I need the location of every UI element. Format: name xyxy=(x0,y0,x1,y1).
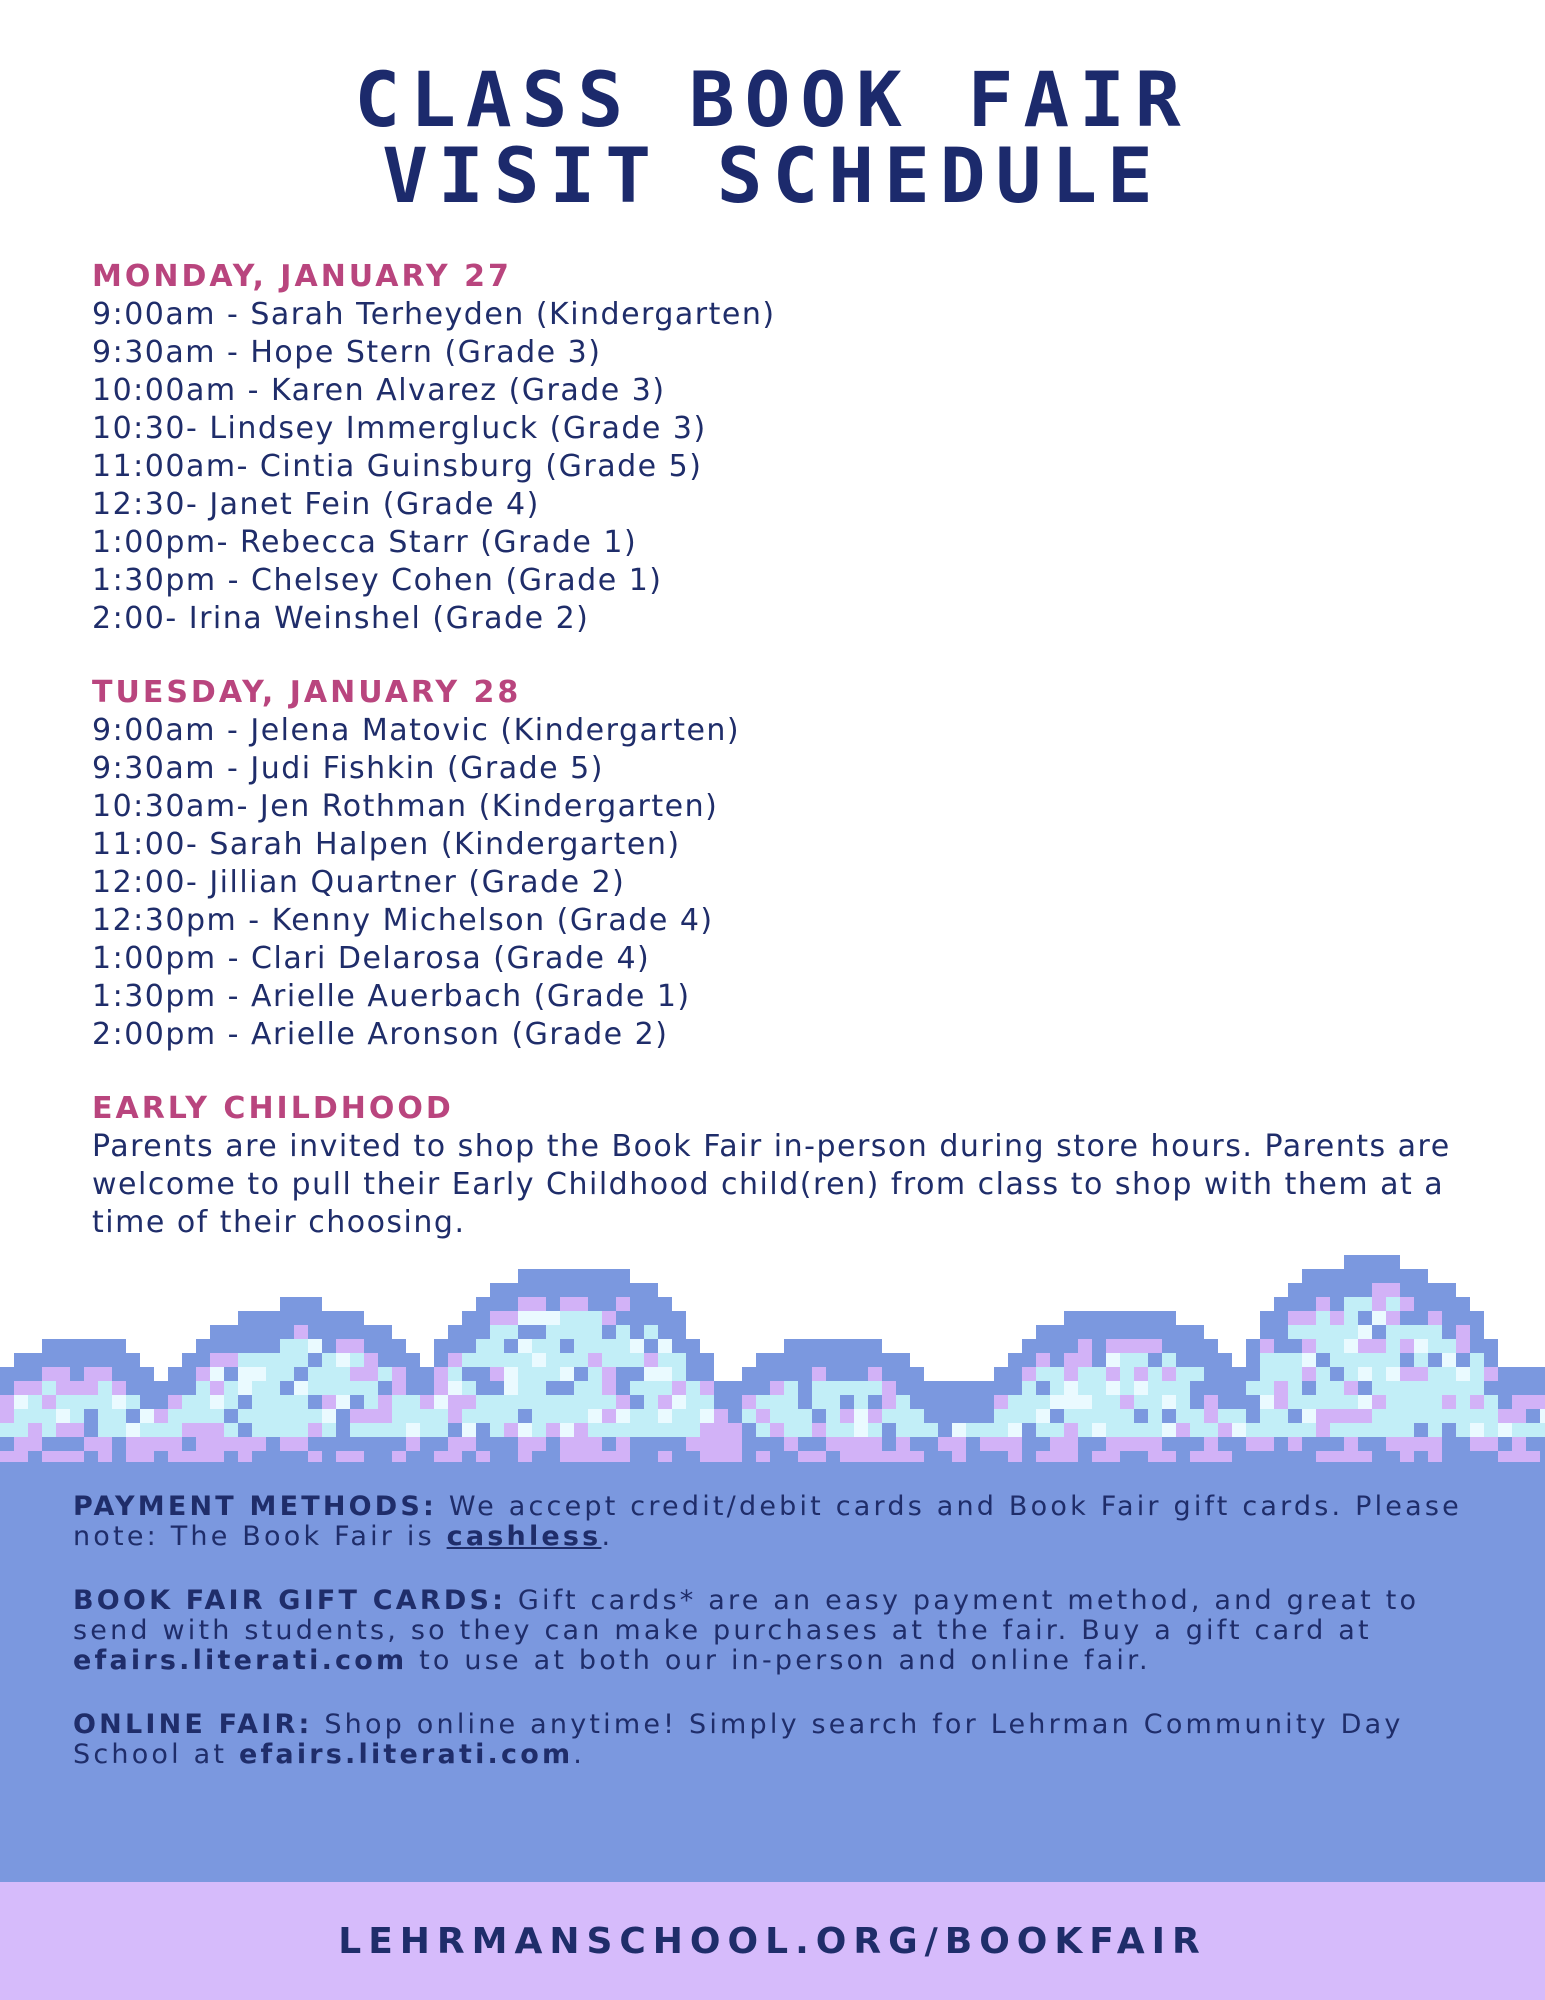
schedule-entry: 10:30- Lindsey Immergluck (Grade 3) xyxy=(92,411,707,446)
schedule-entry: 10:30am- Jen Rothman (Kindergarten) xyxy=(92,789,719,824)
gift-cards-label: BOOK FAIR GIFT CARDS: xyxy=(73,1585,507,1616)
online-fair-link[interactable]: efairs.literati.com xyxy=(238,1739,574,1770)
schedule-entry: 9:30am - Judi Fishkin (Grade 5) xyxy=(92,751,604,786)
schedule-entry: 11:00am- Cintia Guinsburg (Grade 5) xyxy=(92,449,703,484)
schedule-entry: 12:30pm - Kenny Michelson (Grade 4) xyxy=(92,903,714,938)
payment-end: . xyxy=(601,1521,614,1552)
schedule-entry: 10:00am - Karen Alvarez (Grade 3) xyxy=(92,373,666,408)
footer xyxy=(0,1882,1545,2000)
online-fair xyxy=(73,1710,1473,1770)
schedule-entry: 9:00am - Sarah Terheyden (Kindergarten) xyxy=(92,297,776,332)
tuesday-heading: TUESDAY, JANUARY 28 xyxy=(92,675,522,710)
info-panel xyxy=(0,1462,1545,1882)
gift-cards-text: Gift cards* are an easy payment method, and great to send with students, so they can make purchases at the fair. Buy a gift card at xyxy=(73,1585,1420,1646)
monday-section xyxy=(92,258,1472,638)
early-childhood-section xyxy=(92,1090,1472,1242)
early-childhood-text: Parents are invited to shop the Book Fair in-person during store hours. Parents are welcome to pull their Early Childhood child(ren) from class to shop with them at a time of their choosing. xyxy=(92,1129,1451,1240)
title-line-2: VISIT SCHEDULE xyxy=(382,131,1163,220)
early-childhood-heading: EARLY CHILDHOOD xyxy=(92,1091,454,1126)
schedule-entry: 12:00- Jillian Quartner (Grade 2) xyxy=(92,865,626,900)
online-fair-text: Shop online anytime! Simply search for Lehrman Community Day School at xyxy=(73,1709,1404,1770)
page-title xyxy=(0,55,1545,220)
payment-methods xyxy=(73,1492,1473,1552)
schedule-entry: 1:30pm - Arielle Auerbach (Grade 1) xyxy=(92,979,691,1014)
schedule-entry: 1:00pm- Rebecca Starr (Grade 1) xyxy=(92,525,638,560)
monday-heading: MONDAY, JANUARY 27 xyxy=(92,259,512,294)
payment-label: PAYMENT METHODS: xyxy=(73,1491,438,1522)
schedule-entry: 9:00am - Jelena Matovic (Kindergarten) xyxy=(92,713,741,748)
schedule-entry: 9:30am - Hope Stern (Grade 3) xyxy=(92,335,602,370)
schedule-entry: 2:00- Irina Weinshel (Grade 2) xyxy=(92,601,590,636)
schedule xyxy=(92,258,1472,1278)
online-fair-end: . xyxy=(573,1739,586,1770)
payment-text: We accept credit/debit cards and Book Fair gift cards. Please note: The Book Fair is xyxy=(73,1491,1462,1552)
cashless-emphasis: cashless xyxy=(446,1521,602,1552)
tuesday-section xyxy=(92,674,1472,1054)
schedule-entry: 2:00pm - Arielle Aronson (Grade 2) xyxy=(92,1017,669,1052)
title-line-1: CLASS BOOK FAIR xyxy=(354,55,1191,144)
schedule-entry: 12:30- Janet Fein (Grade 4) xyxy=(92,487,540,522)
online-fair-label: ONLINE FAIR: xyxy=(73,1709,313,1740)
schedule-entry: 1:30pm - Chelsey Cohen (Grade 1) xyxy=(92,563,663,598)
schedule-entry: 1:00pm - Clari Delarosa (Grade 4) xyxy=(92,941,651,976)
gift-cards-end: to use at both our in-person and online fair. xyxy=(407,1645,1151,1676)
schedule-entry: 11:00- Sarah Halpen (Kindergarten) xyxy=(92,827,681,862)
gift-cards-link[interactable]: efairs.literati.com xyxy=(73,1645,408,1676)
footer-url[interactable]: LEHRMANSCHOOL.ORG/BOOKFAIR xyxy=(338,1920,1207,1962)
pixel-clouds-decoration xyxy=(0,1255,1545,1465)
gift-cards xyxy=(73,1586,1473,1676)
